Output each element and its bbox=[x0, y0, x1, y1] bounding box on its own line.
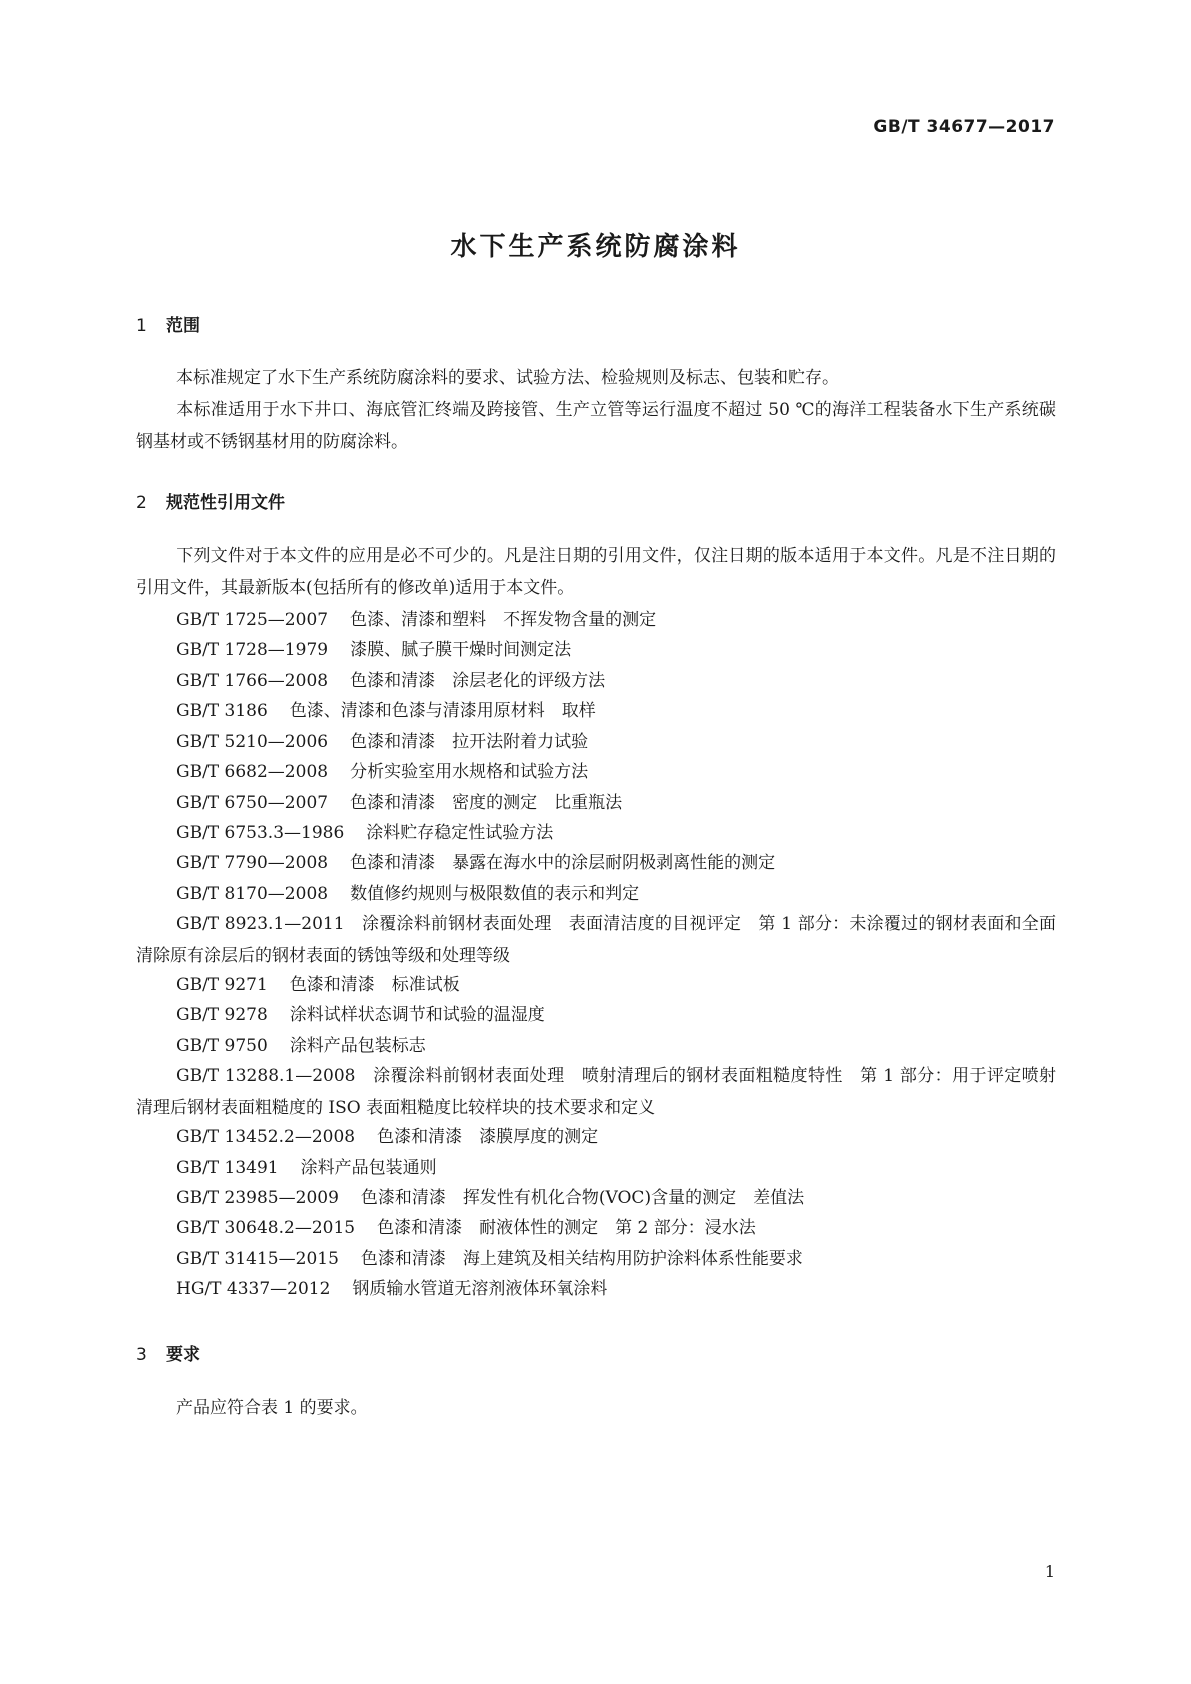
section-3-heading bbox=[136, 1340, 200, 1365]
reference-item: GB/T 13491 涂料产品包装通则 bbox=[176, 1158, 437, 1178]
paragraph: 本标准适用于水下井口、海底管汇终端及跨接管、生产立管等运行温度不超过 50 ℃的海洋工程装备水下生产系统碳钢基材或不锈钢基材用的防腐涂料。 bbox=[136, 400, 1056, 452]
reference-item: GB/T 30648.2—2015 色漆和清漆 耐液体性的测定 第 2 部分：浸水法 bbox=[176, 1218, 756, 1238]
reference-item: GB/T 1728—1979 漆膜、腻子膜干燥时间测定法 bbox=[176, 640, 572, 660]
reference-item: GB/T 13452.2—2008 色漆和清漆 漆膜厚度的测定 bbox=[176, 1127, 599, 1147]
section-number: 2 bbox=[136, 493, 147, 513]
section-title: 要求 bbox=[166, 1345, 200, 1365]
reference-item: GB/T 1766—2008 色漆和清漆 涂层老化的评级方法 bbox=[176, 671, 606, 691]
reference-item: GB/T 3186 色漆、清漆和色漆与清漆用原材料 取样 bbox=[176, 701, 596, 721]
reference-item: GB/T 7790—2008 色漆和清漆 暴露在海水中的涂层耐阴极剥离性能的测定 bbox=[176, 853, 776, 873]
reference-item: GB/T 9750 涂料产品包装标志 bbox=[176, 1036, 426, 1056]
paragraph: 产品应符合表 1 的要求。 bbox=[176, 1398, 368, 1418]
section-2-heading bbox=[136, 488, 285, 513]
standard-code: GB/T 34677—2017 bbox=[873, 117, 1055, 137]
document-title: 水下生产系统防腐涂料 bbox=[450, 232, 741, 262]
reference-item: GB/T 8170—2008 数值修约规则与极限数值的表示和判定 bbox=[176, 884, 640, 904]
reference-item: GB/T 6753.3—1986 涂料贮存稳定性试验方法 bbox=[176, 823, 554, 843]
reference-item: GB/T 6750—2007 色漆和清漆 密度的测定 比重瓶法 bbox=[176, 793, 623, 813]
paragraph: 本标准规定了水下生产系统防腐涂料的要求、试验方法、检验规则及标志、包装和贮存。 bbox=[176, 368, 839, 388]
reference-item: GB/T 1725—2007 色漆、清漆和塑料 不挥发物含量的测定 bbox=[176, 610, 657, 630]
reference-item: GB/T 8923.1—2011 涂覆涂料前钢材表面处理 表面清洁度的目视评定 第 1 部分：未涂覆过的钢材表面和全面清除原有涂层后的钢材表面的锈蚀等级和处理等级 bbox=[136, 914, 1056, 966]
reference-item: GB/T 6682—2008 分析实验室用水规格和试验方法 bbox=[176, 762, 589, 782]
section-1-heading bbox=[136, 311, 200, 336]
reference-item: GB/T 9278 涂料试样状态调节和试验的温湿度 bbox=[176, 1005, 545, 1025]
section-number: 1 bbox=[136, 316, 147, 336]
reference-item: GB/T 9271 色漆和清漆 标准试板 bbox=[176, 975, 460, 995]
reference-item: GB/T 13288.1—2008 涂覆涂料前钢材表面处理 喷射清理后的钢材表面粗糙度特性 第 1 部分：用于评定喷射清理后钢材表面粗糙度的 ISO 表面粗糙度比较样块的技术要求和定义 bbox=[136, 1066, 1057, 1118]
reference-item: HG/T 4337—2012 钢质输水管道无溶剂液体环氧涂料 bbox=[176, 1279, 608, 1299]
reference-item: GB/T 5210—2006 色漆和清漆 拉开法附着力试验 bbox=[176, 732, 589, 752]
section-number: 3 bbox=[136, 1345, 147, 1365]
section-title: 范围 bbox=[166, 316, 200, 336]
section-title: 规范性引用文件 bbox=[166, 493, 285, 513]
paragraph: 下列文件对于本文件的应用是必不可少的。凡是注日期的引用文件，仅注日期的版本适用于本文件。凡是不注日期的引用文件，其最新版本(包括所有的修改单)适用于本文件。 bbox=[136, 546, 1056, 598]
reference-item: GB/T 23985—2009 色漆和清漆 挥发性有机化合物(VOC)含量的测定 差值法 bbox=[176, 1188, 805, 1208]
reference-item: GB/T 31415—2015 色漆和清漆 海上建筑及相关结构用防护涂料体系性能要求 bbox=[176, 1249, 803, 1269]
page-number: 1 bbox=[1044, 1562, 1055, 1581]
